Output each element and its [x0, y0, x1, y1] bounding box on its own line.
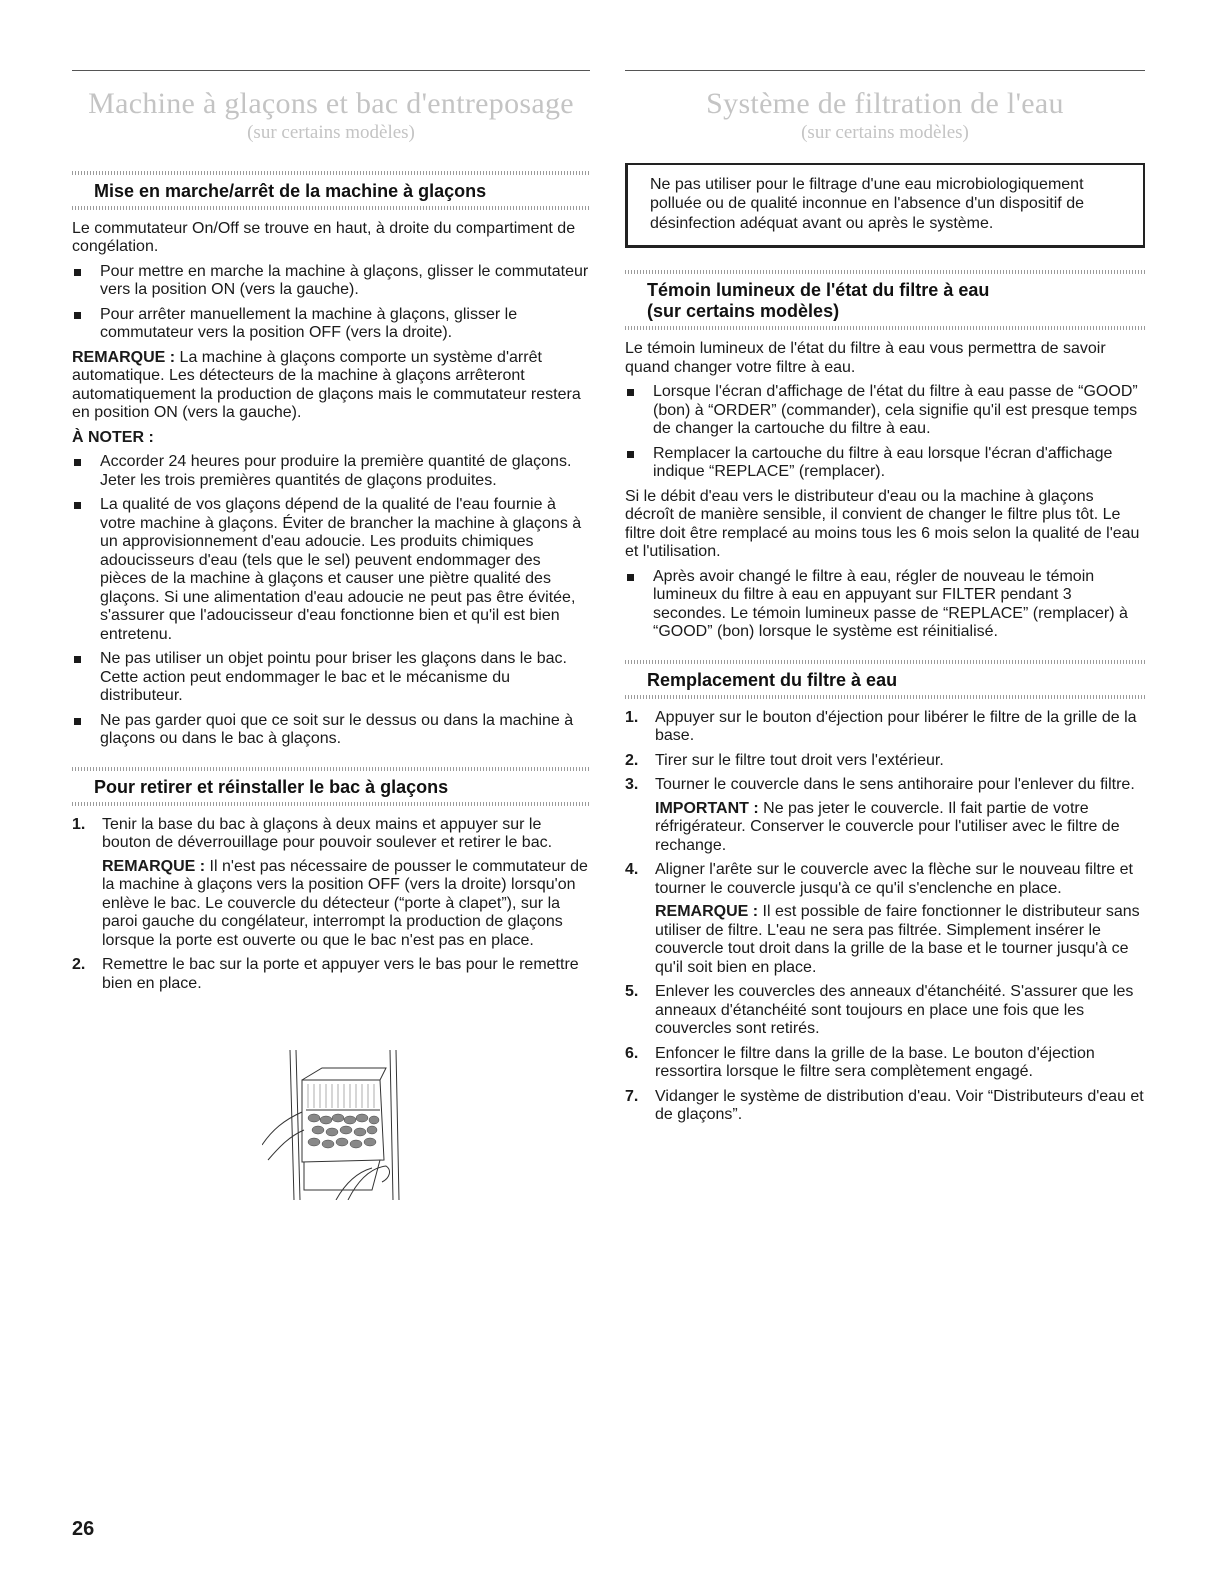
step-number: 2. [72, 956, 86, 974]
bullet-item: Après avoir changé le filtre à eau, régler de nouveau le témoin lumineux du filtre à eau en appuyant sur FILTER pendant 3 secondes. Le témoin lumineux passe de “REPLACE” (remplacer) à “GOOD” (bon) lorsque le système est réinitialisé. [625, 568, 1145, 642]
hatch-rule [625, 695, 1145, 699]
step-text: Enlever les couvercles des anneaux d'étanchéité. S'assurer que les anneaux d'étanchéité sont toujours en place une fois que les couvercles sont retirés. [655, 983, 1134, 1038]
numbered-step [72, 816, 590, 951]
step-number: 2. [625, 751, 639, 769]
subheading-line: Témoin lumineux de l'état du filtre à eau [647, 280, 990, 301]
top-rule [72, 70, 590, 71]
note-label: REMARQUE : [102, 857, 206, 875]
numbered-step [625, 861, 1145, 977]
step-text: Tirer sur le filtre tout droit vers l'extérieur. [655, 751, 944, 769]
page-number: 26 [72, 1518, 95, 1540]
paragraph: Si le débit d'eau vers le distributeur d'eau ou la machine à glaçons décroît de manière sensible, il convient de changer le filtre plus tôt. Le filtre doit être remplacé au moins tous les 6 mois selon la qualité de l'eau et l'utilisation. [625, 487, 1140, 561]
subheading [625, 274, 1145, 326]
note-text: La machine à glaçons comporte un système d'arrêt automatique. Les détecteurs de la machine à glaçons arrêteront automatiquement la production de glaçons mais le commutateur restera en position ON (vers la gauche). [72, 348, 581, 422]
numbered-step [625, 709, 1145, 746]
bullet-item: Pour mettre en marche la machine à glaçons, glisser le commutateur vers la position ON (vers la gauche). [72, 263, 590, 300]
note-paragraph [655, 903, 1145, 977]
note-text: Il est possible de faire fonctionner le distributeur sans utiliser de filtre. L'eau ne sera pas filtrée. Simplement insérer le couvercle tout droit dans la grille de la base et le tourner jusqu'à ce qu'il soit bien en place. [655, 903, 1140, 976]
step-text: Vidanger le système de distribution d'eau. Voir “Distributeurs d'eau et de glaçons”. [655, 1087, 1144, 1124]
bullet-item: Pour arrêter manuellement la machine à glaçons, glisser le commutateur vers la position OFF (vers la droite). [72, 306, 590, 343]
important-paragraph [655, 800, 1145, 856]
numbered-step [625, 983, 1145, 1039]
step-number: 6. [625, 1044, 639, 1062]
hatch-rule [72, 206, 590, 210]
subheading-line: (sur certains modèles) [647, 301, 840, 322]
important-text: Ne pas jeter le couvercle. Il fait partie de votre réfrigérateur. Conserver le couvercle pour l'utiliser avec le filtre de rechange. [655, 799, 1120, 854]
step-text: Tourner le couvercle dans le sens antihoraire pour l'enlever du filtre. [655, 776, 1135, 794]
note-label: REMARQUE : [72, 348, 176, 366]
paragraph: Le commutateur On/Off se trouve en haut, à droite du compartiment de congélation. [72, 219, 576, 256]
step-number: 5. [625, 983, 639, 1001]
section-title: Machine à glaçons et bac d'entreposage [88, 87, 574, 120]
step-text: Tenir la base du bac à glaçons à deux mains et appuyer sur le bouton de déverrouillage pour pouvoir soulever et retirer le bac. [102, 815, 553, 852]
numbered-step [625, 752, 1145, 771]
bullet-item: Ne pas utiliser un objet pointu pour briser les glaçons dans le bac. Cette action peut endommager le bac et le mécanisme du distributeur. [72, 650, 590, 706]
subheading: Mise en marche/arrêt de la machine à glaçons [94, 180, 487, 201]
step-number: 1. [625, 708, 639, 726]
ice-bin-illustration [262, 1050, 412, 1200]
step-number: 4. [625, 861, 639, 879]
important-label: IMPORTANT : [655, 799, 759, 817]
step-number: 1. [72, 815, 86, 833]
note-text: Il n'est pas nécessaire de pousser le commutateur de la machine à glaçons vers la position OFF (vers la droite) lorsqu'on enlève le bac. Le couvercle du détecteur (“porte à clapet”), sur la paroi gauche du congélateur, interrompt la production de glaçons lorsque la porte est ouverte ou que le bac n'est pas en place. [102, 857, 588, 949]
numbered-step [625, 776, 1145, 855]
left-column [72, 70, 590, 993]
top-rule [625, 70, 1145, 71]
step-text: Enfoncer le filtre dans la grille de la base. Le bouton d'éjection ressortira lorsque le filtre sera complètement engagé. [655, 1044, 1095, 1081]
step-text: Remettre le bac sur la porte et appuyer vers le bas pour le remettre bien en place. [102, 956, 579, 992]
bullet-item: Lorsque l'écran d'affichage de l'état du filtre à eau passe de “GOOD” (bon) à “ORDER” (commander), cela signifie qu'il est presque temps de changer la cartouche du filtre à eau. [625, 383, 1145, 439]
note-paragraph [102, 858, 590, 951]
bullet-item: Remplacer la cartouche du filtre à eau lorsque l'écran d'affichage indique “REPLACE” (remplacer). [625, 445, 1145, 482]
numbered-step [625, 1045, 1145, 1082]
right-column [625, 70, 1145, 1125]
hatch-rule [625, 326, 1145, 330]
noter-label: À NOTER : [72, 428, 154, 446]
section-subtitle: (sur certains modèles) [801, 122, 969, 143]
bullet-item: La qualité de vos glaçons dépend de la qualité de l'eau fournie à votre machine à glaçons. Éviter de brancher la machine à glaçons à un approvisionnement d'eau adoucie. Les produits chimiques adoucisseurs d'eau (tels que le sel) peuvent endommager des pièces de la machine à glaçons et causer une piètre qualité des glaçons. Si une alimentation d'eau adoucie ne peut pas être évitée, s'assurer que l'adoucisseur d'eau fonctionne bien et qu'il est bien entretenu. [72, 496, 590, 644]
step-text: Appuyer sur le bouton d'éjection pour libérer le filtre de la grille de la base. [655, 708, 1137, 745]
subheading: Pour retirer et réinstaller le bac à glaçons [94, 776, 449, 797]
section-title: Système de filtration de l'eau [706, 87, 1064, 120]
warning-box: Ne pas utiliser pour le filtrage d'une eau microbiologiquement polluée ou de qualité inconnue en l'absence d'un dispositif de désinfection adéquat avant ou après le système. [625, 163, 1145, 249]
numbered-step [72, 956, 590, 993]
subheading: Remplacement du filtre à eau [647, 669, 898, 690]
section-subtitle: (sur certains modèles) [247, 122, 415, 143]
bullet-item: Accorder 24 heures pour produire la première quantité de glaçons. Jeter les trois premières quantités de glaçons produites. [72, 453, 590, 490]
step-number: 7. [625, 1087, 639, 1105]
hatch-rule [72, 802, 590, 806]
note-paragraph [72, 349, 590, 423]
step-text: Aligner l'arête sur le couvercle avec la flèche sur le nouveau filtre et tourner le couvercle jusqu'à ce qu'il s'enclenche en place. [655, 861, 1133, 897]
bullet-item: Ne pas garder quoi que ce soit sur le dessus ou dans la machine à glaçons ou dans le bac à glaçons. [72, 712, 590, 749]
paragraph: Le témoin lumineux de l'état du filtre à eau vous permettra de savoir quand changer votre filtre à eau. [625, 340, 1106, 376]
step-number: 3. [625, 776, 639, 794]
numbered-step [625, 1088, 1145, 1125]
note-label: REMARQUE : [655, 903, 759, 921]
